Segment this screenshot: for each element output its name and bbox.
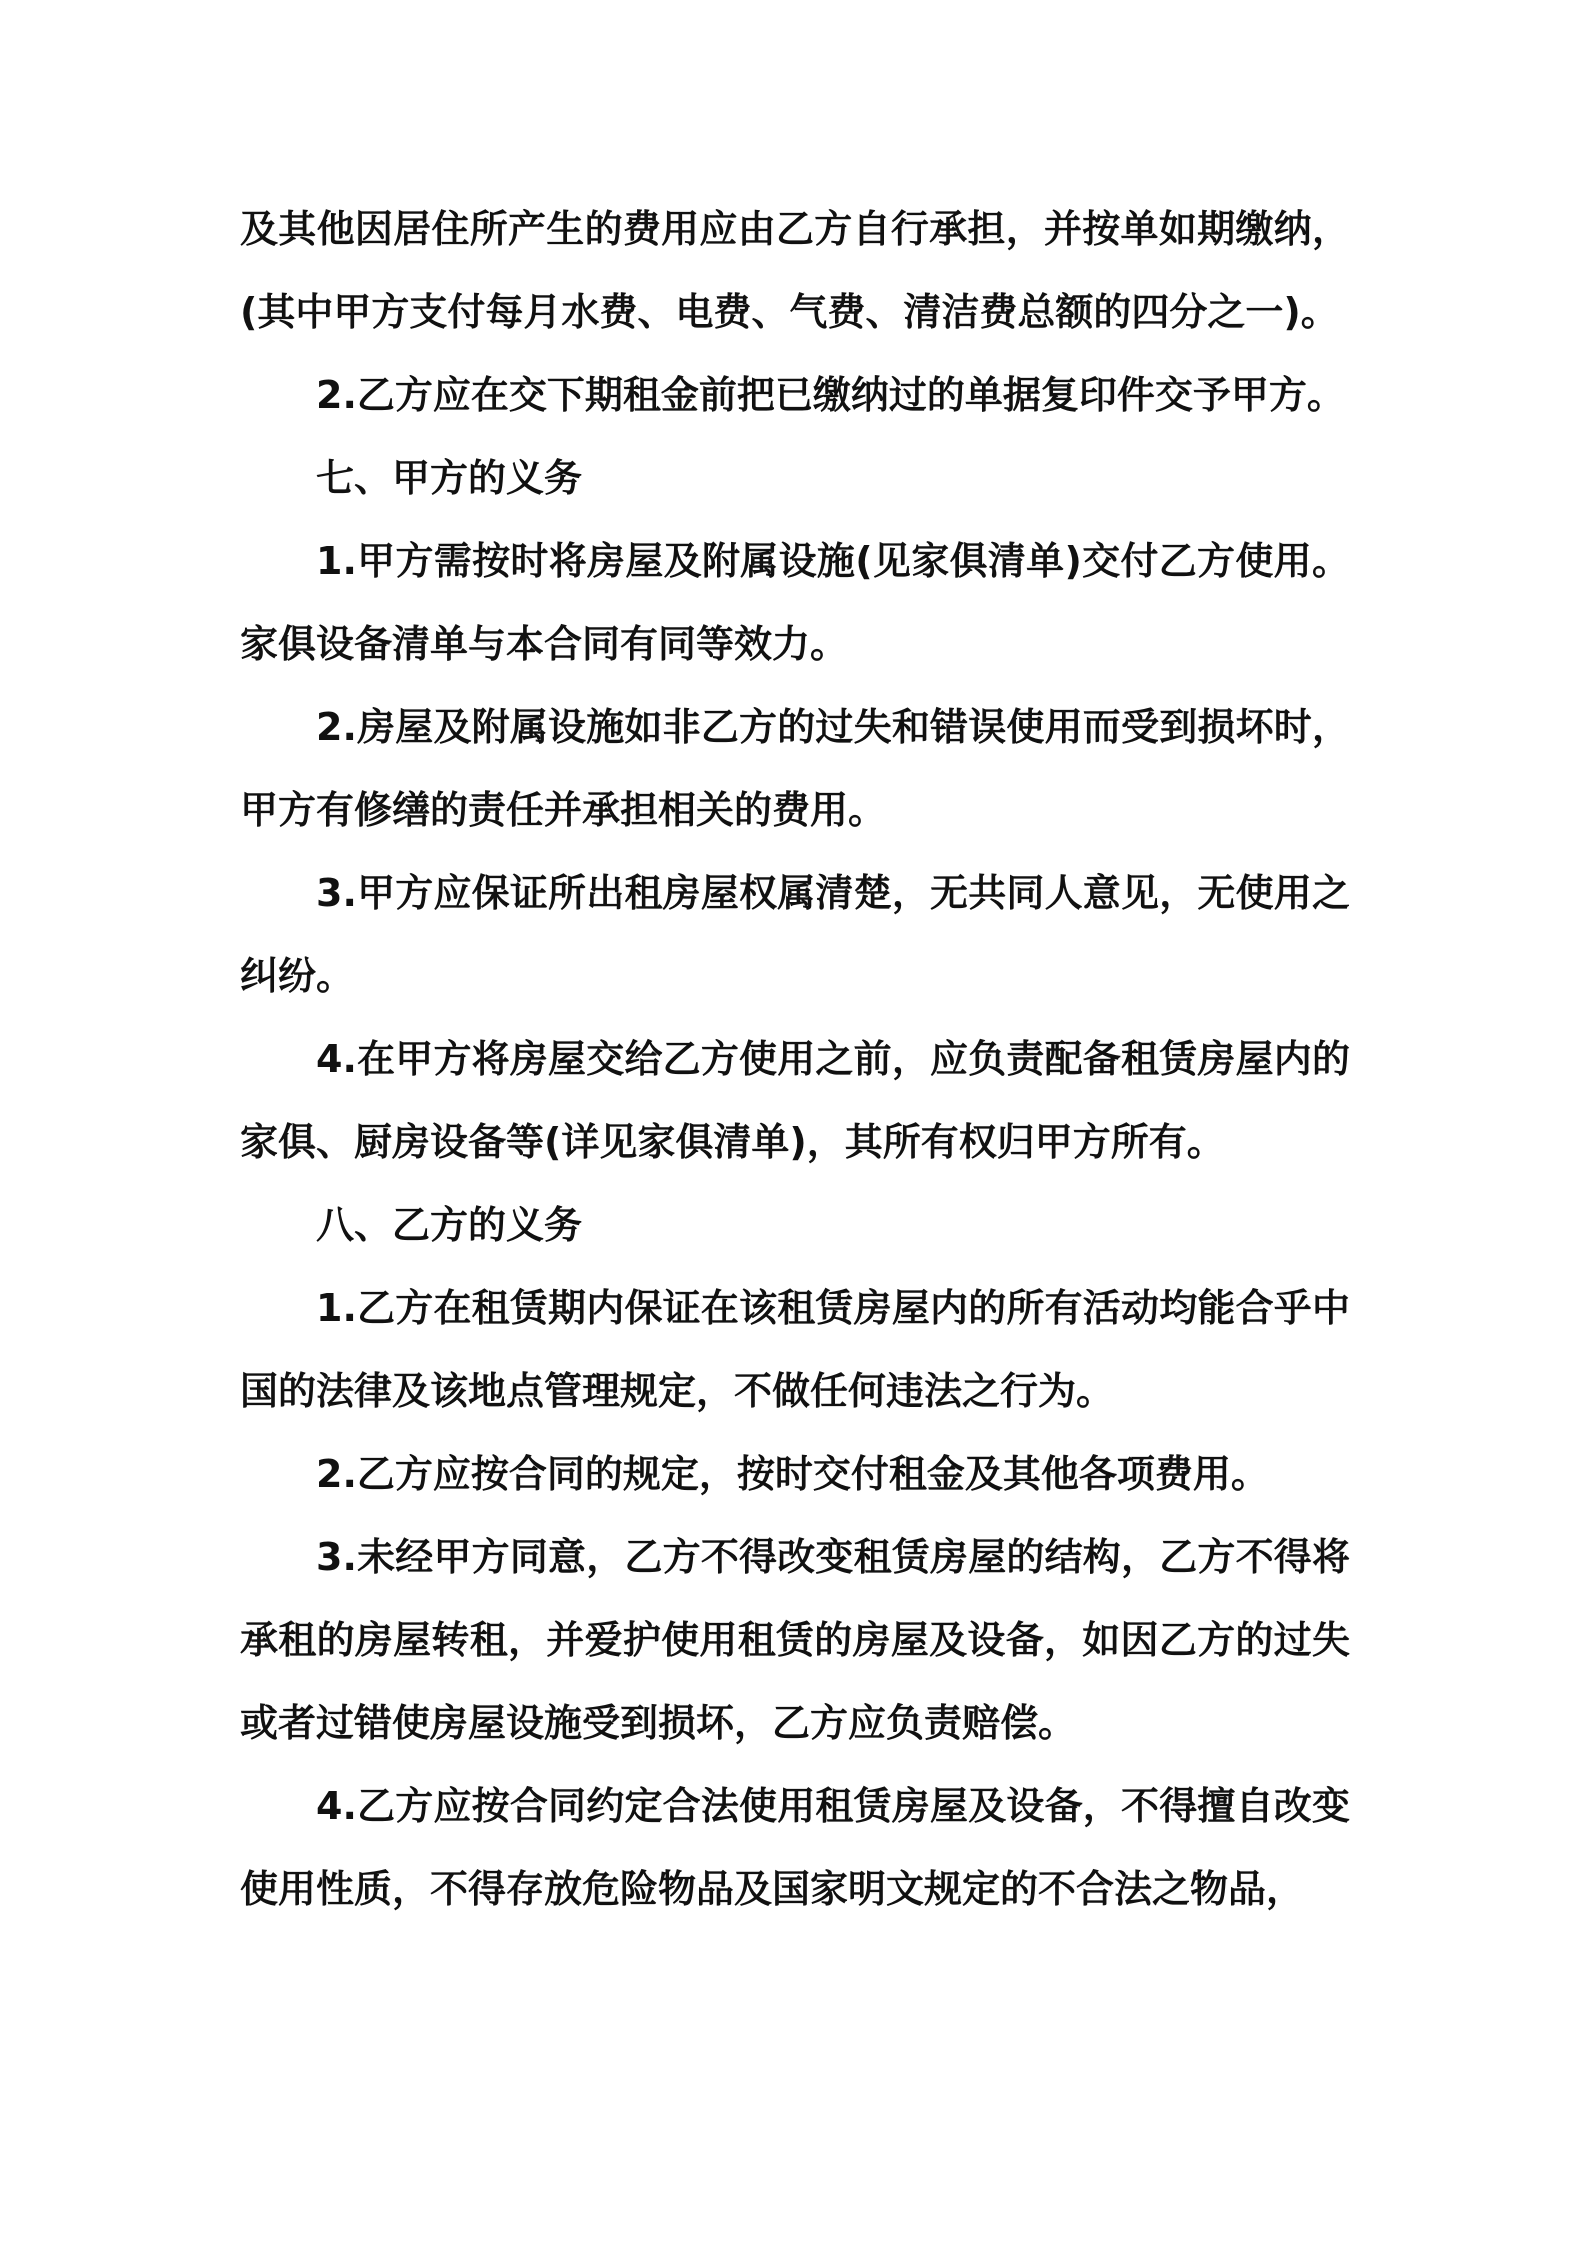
section-heading-party-b-obligations: 八、乙方的义务: [316, 1203, 583, 1247]
paragraph-party-a-item-3: 3.甲方应保证所出租房屋权属清楚，无共同人意见，无使用之纠纷。: [240, 871, 1350, 998]
section-heading-party-a-obligations: 七、甲方的义务: [316, 456, 583, 500]
paragraph-party-b-item-2: 2.乙方应按合同的规定，按时交付租金及其他各项费用。: [316, 1452, 1269, 1496]
document-body: [240, 188, 1350, 1931]
paragraph-party-b-item-4: 4.乙方应按合同约定合法使用租赁房屋及设备，不得擅自改变使用性质，不得存放危险物品及国家明文规定的不合法之物品，: [240, 1784, 1350, 1911]
paragraph-party-a-item-4: 4.在甲方将房屋交给乙方使用之前，应负责配备租赁房屋内的家俱、厨房设备等(详见家俱清单)，其所有权归甲方所有。: [240, 1037, 1350, 1164]
paragraph-party-b-item-1: 1.乙方在租赁期内保证在该租赁房屋内的所有活动均能合乎中国的法律及该地点管理规定，不做任何违法之行为。: [240, 1286, 1350, 1413]
paragraph-party-a-item-2: 2.房屋及附属设施如非乙方的过失和错误使用而受到损坏时，甲方有修缮的责任并承担相关的费用。: [240, 705, 1350, 832]
paragraph-continuation: 及其他因居住所产生的费用应由乙方自行承担，并按单如期缴纳，(其中甲方支付每月水费、电费、气费、清洁费总额的四分之一)。: [240, 207, 1350, 334]
paragraph-party-a-item-1: 1.甲方需按时将房屋及附属设施(见家俱清单)交付乙方使用。家俱设备清单与本合同有同等效力。: [240, 539, 1350, 666]
paragraph-item-2-receipts: 2.乙方应在交下期租金前把已缴纳过的单据复印件交予甲方。: [316, 373, 1345, 417]
paragraph-party-b-item-3: 3.未经甲方同意，乙方不得改变租赁房屋的结构，乙方不得将承租的房屋转租，并爱护使用租赁的房屋及设备，如因乙方的过失或者过错使房屋设施受到损坏，乙方应负责赔偿。: [240, 1535, 1350, 1745]
